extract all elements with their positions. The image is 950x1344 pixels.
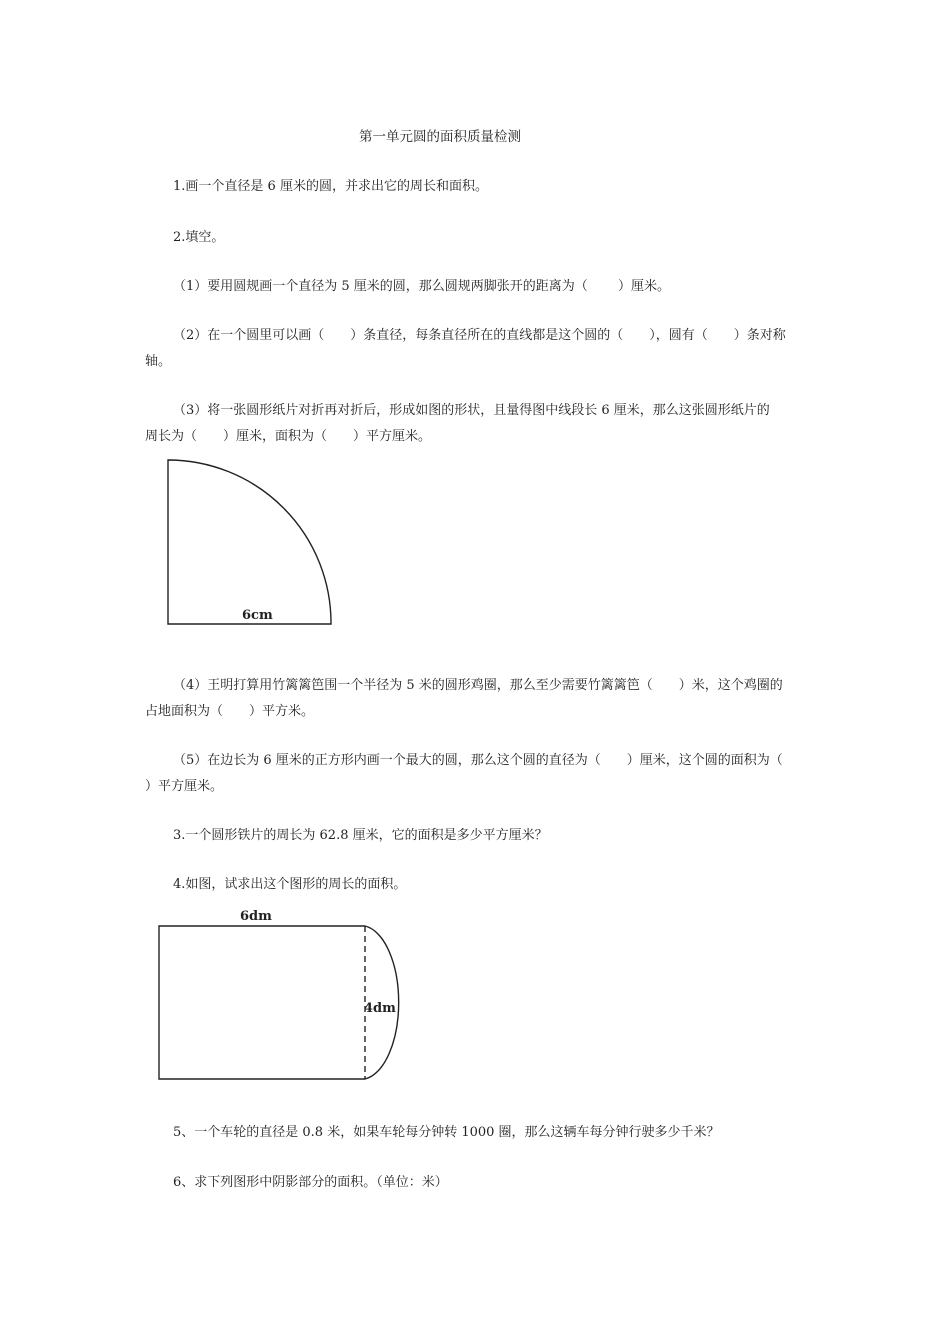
- question-1: 1.画一个直径是 6 厘米的圆，并求出它的周长和面积。: [173, 179, 488, 194]
- question-2-5-line1: （5）在边长为 6 厘米的正方形内画一个最大的圆，那么这个圆的直径为（ ）厘米，这个圆的面积为（: [173, 753, 783, 768]
- question-2-heading: 2.填空。: [173, 230, 225, 245]
- rectangle-length-label: 6dm: [240, 909, 272, 924]
- question-2-4-line2: 占地面积为（ ）平方米。: [145, 704, 315, 719]
- rectangle-semicircle-figure: [150, 900, 450, 1090]
- quarter-circle-radius-label: 6cm: [242, 608, 273, 623]
- question-3: 3.一个圆形铁片的周长为 62.8 厘米，它的面积是多少平方厘米？: [173, 828, 548, 843]
- question-2-3-line1: （3）将一张圆形纸片对折再对折后，形成如图的形状，且量得图中线段长 6 厘米，那么这张圆形纸片的: [173, 403, 770, 418]
- quarter-circle-figure: [160, 452, 340, 632]
- semicircle-diameter-label: 4dm: [364, 1001, 396, 1016]
- question-2-3-line2: 周长为（ ）厘米，面积为（ ）平方厘米。: [145, 429, 432, 444]
- question-5: 5、一个车轮的直径是 0.8 米，如果车轮每分钟转 1000 圈，那么这辆车每分钟行驶多少千米？: [173, 1125, 720, 1140]
- question-2-4-line1: （4）王明打算用竹篱篱笆围一个半径为 5 米的圆形鸡圈，那么至少需要竹篱篱笆（ ）米，这个鸡圈的: [173, 678, 783, 693]
- question-2-2-line1: （2）在一个圆里可以画（ ）条直径，每条直径所在的直线都是这个圆的（ ），圆有（ ）条对称: [173, 328, 786, 343]
- question-2-5-line2: ）平方厘米。: [145, 779, 224, 794]
- question-6: 6、求下列图形中阴影部分的面积。（单位：米）: [173, 1175, 448, 1190]
- question-2-2-line2: 轴。: [145, 354, 172, 369]
- question-2-1: （1）要用圆规画一个直径为 5 厘米的圆，那么圆规两脚张开的距离为（ ）厘米。: [173, 279, 670, 294]
- page-title: 第一单元圆的面积质量检测: [359, 129, 521, 145]
- question-4: 4.如图，试求出这个图形的周长的面积。: [173, 877, 407, 892]
